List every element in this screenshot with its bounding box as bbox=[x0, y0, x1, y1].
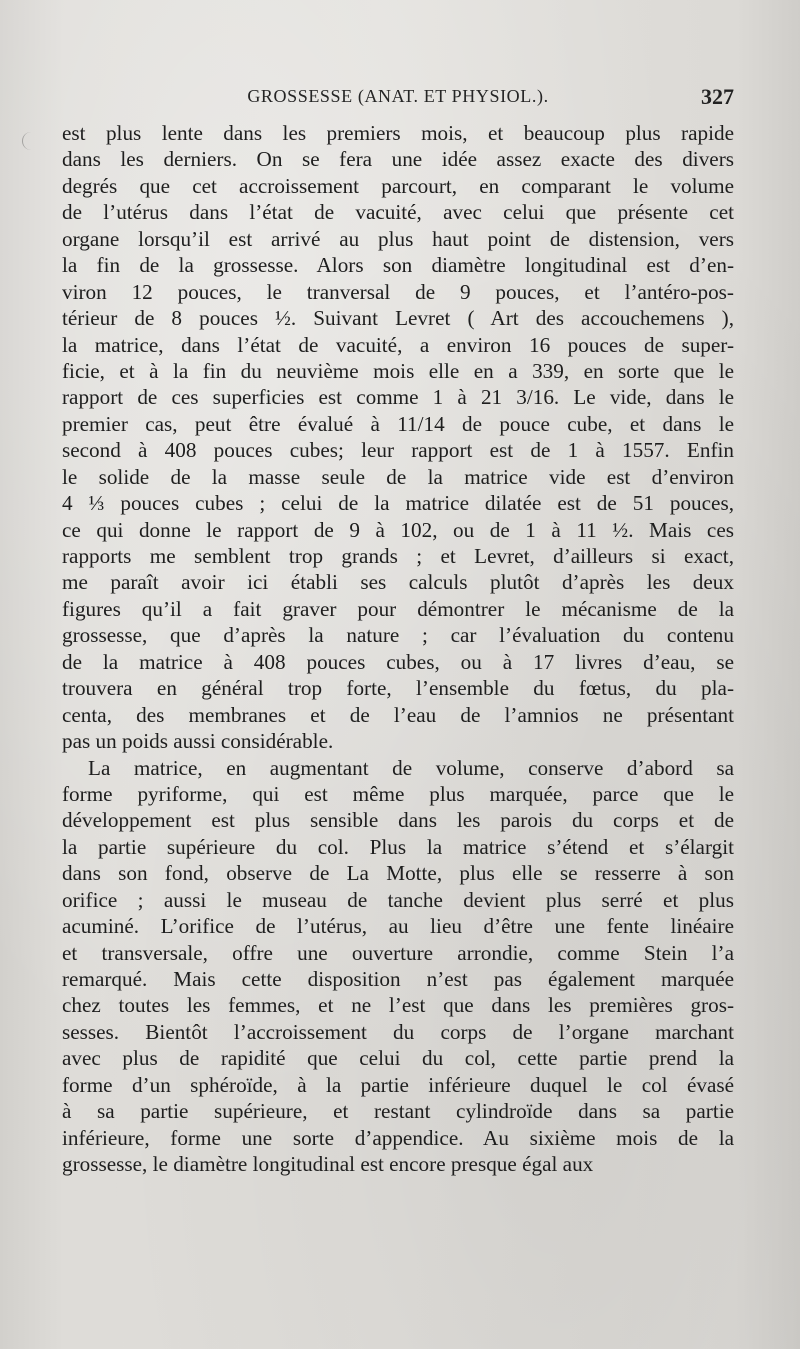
text-line: développement est plus sensible dans les parois du corps et de bbox=[62, 808, 734, 833]
text-line: acuminé. L’orifice de l’utérus, au lieu d’être une fente linéaire bbox=[62, 914, 734, 939]
text-line: grossesse, le diamètre longitudinal est encore presque égal aux bbox=[62, 1152, 594, 1177]
text-line: forme d’un sphéroïde, à la partie inférieure duquel le col évasé bbox=[62, 1072, 734, 1097]
text-line: de l’utérus dans l’état de vacuité, avec celui que présente cet bbox=[62, 200, 734, 225]
text-line: remarqué. Mais cette disposition n’est pas également marquée bbox=[62, 967, 734, 991]
text-line: la partie supérieure du col. Plus la matrice s’étend et s’élargit bbox=[62, 834, 734, 859]
text-line: orifice ; aussi le museau de tanche devient plus serré et plus bbox=[62, 887, 734, 912]
body-text bbox=[62, 120, 734, 1178]
text-line: forme pyriforme, qui est même plus marquée, parce que le bbox=[62, 781, 734, 806]
text-line: ficie, et à la fin du neuvième mois elle en a 339, en sorte que le bbox=[62, 358, 734, 383]
paragraph bbox=[62, 120, 734, 755]
text-line: La matrice, en augmentant de volume, conserve d’abord sa bbox=[88, 755, 734, 780]
text-line: le solide de la masse seule de la matrice vide est d’environ bbox=[62, 464, 734, 489]
paragraph bbox=[62, 755, 734, 1178]
margin-pencil-mark bbox=[22, 132, 37, 150]
text-line: grossesse, que d’après la nature ; car l’évaluation du contenu bbox=[62, 623, 734, 648]
page-header bbox=[62, 86, 734, 116]
text-line: chez toutes les femmes, et ne l’est que dans les premières gros- bbox=[62, 993, 734, 1018]
text-line: second à 408 pouces cubes; leur rapport est de 1 à 1557. Enfin bbox=[62, 438, 734, 463]
text-line: dans les derniers. On se fera une idée assez exacte des divers bbox=[62, 147, 734, 172]
text-line: avec plus de rapidité que celui du col, cette partie prend la bbox=[62, 1046, 734, 1071]
text-line: organe lorsqu’il est arrivé au plus haut point de distension, vers bbox=[62, 226, 734, 251]
text-line: me paraît avoir ici établi ses calculs plutôt d’après les deux bbox=[62, 570, 734, 595]
page-number: 327 bbox=[701, 84, 734, 109]
text-line: est plus lente dans les premiers mois, et beaucoup plus rapide bbox=[62, 121, 734, 145]
text-line: figures qu’il a fait graver pour démontrer le mécanisme de la bbox=[62, 596, 734, 621]
text-line: de la matrice à 408 pouces cubes, ou à 17 livres d’eau, se bbox=[62, 649, 734, 674]
text-line: et transversale, offre une ouverture arrondie, comme Stein l’a bbox=[62, 940, 734, 965]
text-line: la matrice, dans l’état de vacuité, a environ 16 pouces de super- bbox=[62, 332, 734, 357]
text-line: 4 ⅓ pouces cubes ; celui de la matrice dilatée est de 51 pouces, bbox=[62, 491, 734, 516]
text-line: premier cas, peut être évalué à 11/14 de pouce cube, et dans le bbox=[62, 411, 734, 436]
text-line: rapport de ces superficies est comme 1 à 21 3/16. Le vide, dans le bbox=[62, 385, 734, 410]
text-line: la fin de la grossesse. Alors son diamètre longitudinal est d’en- bbox=[62, 253, 734, 278]
text-line: inférieure, forme une sorte d’appendice. Au sixième mois de la bbox=[62, 1125, 734, 1150]
text-line: à sa partie supérieure, et restant cylindroïde dans sa partie bbox=[62, 1099, 734, 1124]
text-line: rapports me semblent trop grands ; et Levret, d’ailleurs si exact, bbox=[62, 544, 734, 568]
text-line: dans son fond, observe de La Motte, plus elle se resserre à son bbox=[62, 861, 734, 886]
text-line: térieur de 8 pouces ½. Suivant Levret ( Art des accouchemens ), bbox=[62, 306, 734, 331]
text-line: viron 12 pouces, le tranversal de 9 pouces, et l’antéro-pos- bbox=[62, 279, 734, 304]
text-line: trouvera en général trop forte, l’ensemble du fœtus, du pla- bbox=[62, 676, 734, 701]
text-line: degrés que cet accroissement parcourt, en comparant le volume bbox=[62, 173, 734, 198]
text-line: centa, des membranes et de l’eau de l’amnios ne présentant bbox=[62, 702, 734, 727]
text-line: pas un poids aussi considérable. bbox=[62, 729, 334, 754]
running-title: GROSSESSE (ANAT. ET PHYSIOL.). bbox=[247, 86, 549, 106]
text-line: ce qui donne le rapport de 9 à 102, ou de 1 à 11 ½. Mais ces bbox=[62, 517, 734, 542]
text-line: sesses. Bientôt l’accroissement du corps de l’organe marchant bbox=[62, 1019, 734, 1044]
